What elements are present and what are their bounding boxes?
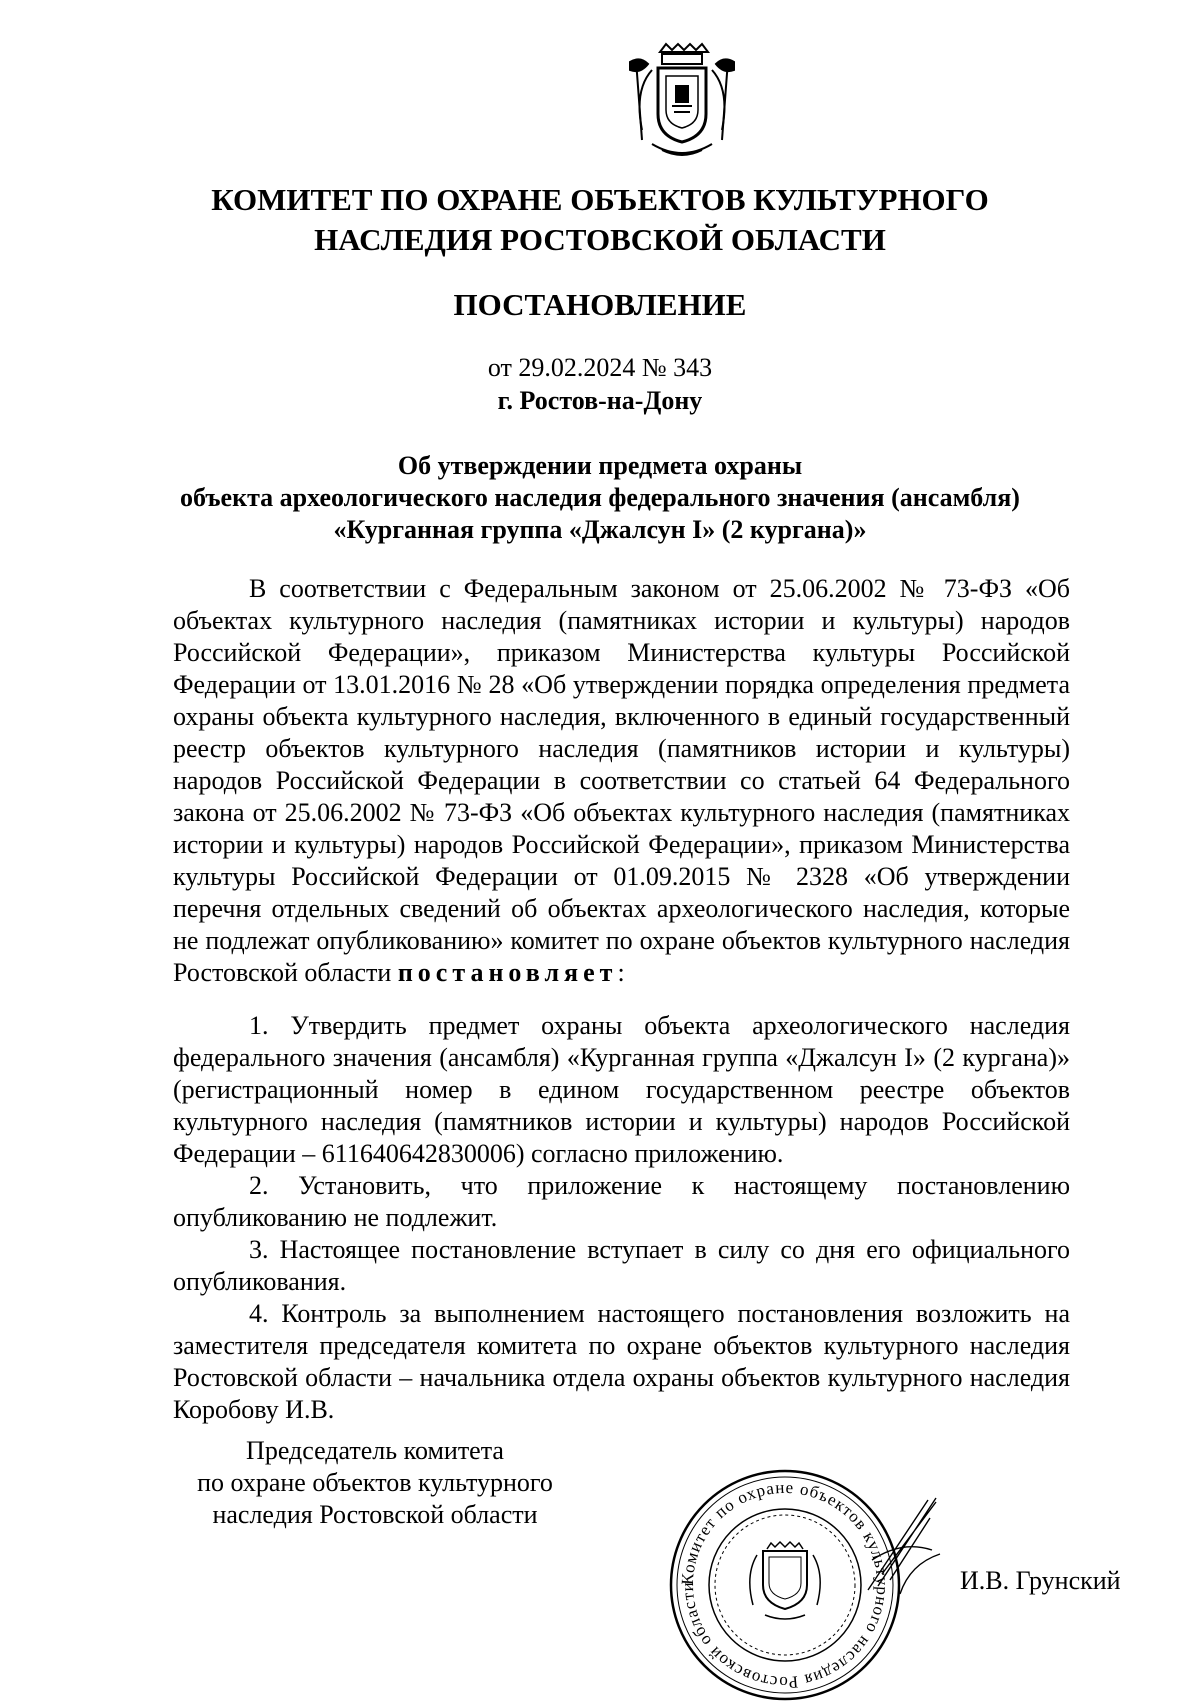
document-type: ПОСТАНОВЛЕНИЕ bbox=[453, 287, 747, 322]
preamble-colon: : bbox=[617, 958, 625, 987]
org-line-1: КОМИТЕТ ПО ОХРАНЕ ОБЪЕКТОВ КУЛЬТУРНОГО bbox=[211, 182, 989, 217]
coat-of-arms-icon bbox=[622, 40, 742, 170]
decree-item-3: 3. Настоящее постановление вступает в силу со дня его официального опубликования. bbox=[173, 1235, 1070, 1296]
subject-line-1: Об утверждении предмета охраны bbox=[397, 451, 803, 480]
position-line-2: по охране объектов культурного bbox=[197, 1468, 553, 1497]
handwritten-signature-icon bbox=[860, 1490, 950, 1600]
org-line-2: НАСЛЕДИЯ РОСТОВСКОЙ ОБЛАСТИ bbox=[314, 222, 886, 257]
preamble-text: В соответствии с Федеральным законом от 25.06.2002 № 73-ФЗ «Об объектах культурного наследия (памятниках истории и культуры) народов Российской Федерации», приказом Министерства культуры Российской Федерации от 13.01.2016 № 28 «Об утверждении порядка определения предмета охраны объекта культурного наследия, включенного в единый государственный реестр объектов культурного наследия (памятников истории и культуры) народов Российской Федерации в соответствии со статьей 64 Федерального закона от 25.06.2002 № 73-ФЗ «Об объектах культурного наследия (памятниках истории и культуры) народов Российской Федерации», приказом Министерства культуры Российской Федерации от 01.09.2015 № 2328 «Об утверждении перечня отдельных сведений об объектах археологического наследия, которые не подлежат опубликованию» комитет по охране объектов культурного наследия Ростовской области bbox=[173, 574, 1070, 987]
decree-keyword: постановляет bbox=[397, 958, 618, 987]
subject-line-2: объекта археологического наследия федерального значения (ансамбля) bbox=[180, 483, 1020, 512]
seal-text: Комитет по охране объектов культурного наследия Ростовской области bbox=[677, 1477, 893, 1693]
signatory-name: И.В. Грунский bbox=[960, 1566, 1121, 1595]
decree-item-4: 4. Контроль за выполнением настоящего постановления возложить на заместителя председателя комитета по охране объектов культурного наследия Ростовской области – начальника отдела охраны объектов культурного наследия Коробову И.В. bbox=[173, 1299, 1070, 1424]
city: г. Ростов-на-Дону bbox=[497, 386, 703, 415]
date-and-number: от 29.02.2024 № 343 bbox=[487, 353, 713, 382]
decree-item-1: 1. Утвердить предмет охраны объекта археологического наследия федерального значения (ансамбля) «Курганная группа «Джалсун I» (2 кургана)» (регистрационный номер в едином государственном реестре объектов культурного наследия (памятников истории и культуры) народов Российской Федерации – 611640642830006) согласно приложению. bbox=[173, 1011, 1070, 1168]
signatory-position bbox=[150, 1435, 600, 1531]
decree-items bbox=[173, 1010, 1070, 1426]
position-line-3: наследия Ростовской области bbox=[212, 1500, 538, 1529]
document-subject bbox=[150, 450, 1050, 546]
decree-item-2: 2. Установить, что приложение к настоящему постановлению опубликованию не подлежит. bbox=[173, 1171, 1070, 1232]
subject-line-3: «Курганная группа «Джалсун I» (2 кургана)» bbox=[333, 515, 867, 544]
organization-name bbox=[200, 180, 1000, 260]
preamble-paragraph bbox=[173, 573, 1070, 989]
position-line-1: Председатель комитета bbox=[246, 1436, 504, 1465]
